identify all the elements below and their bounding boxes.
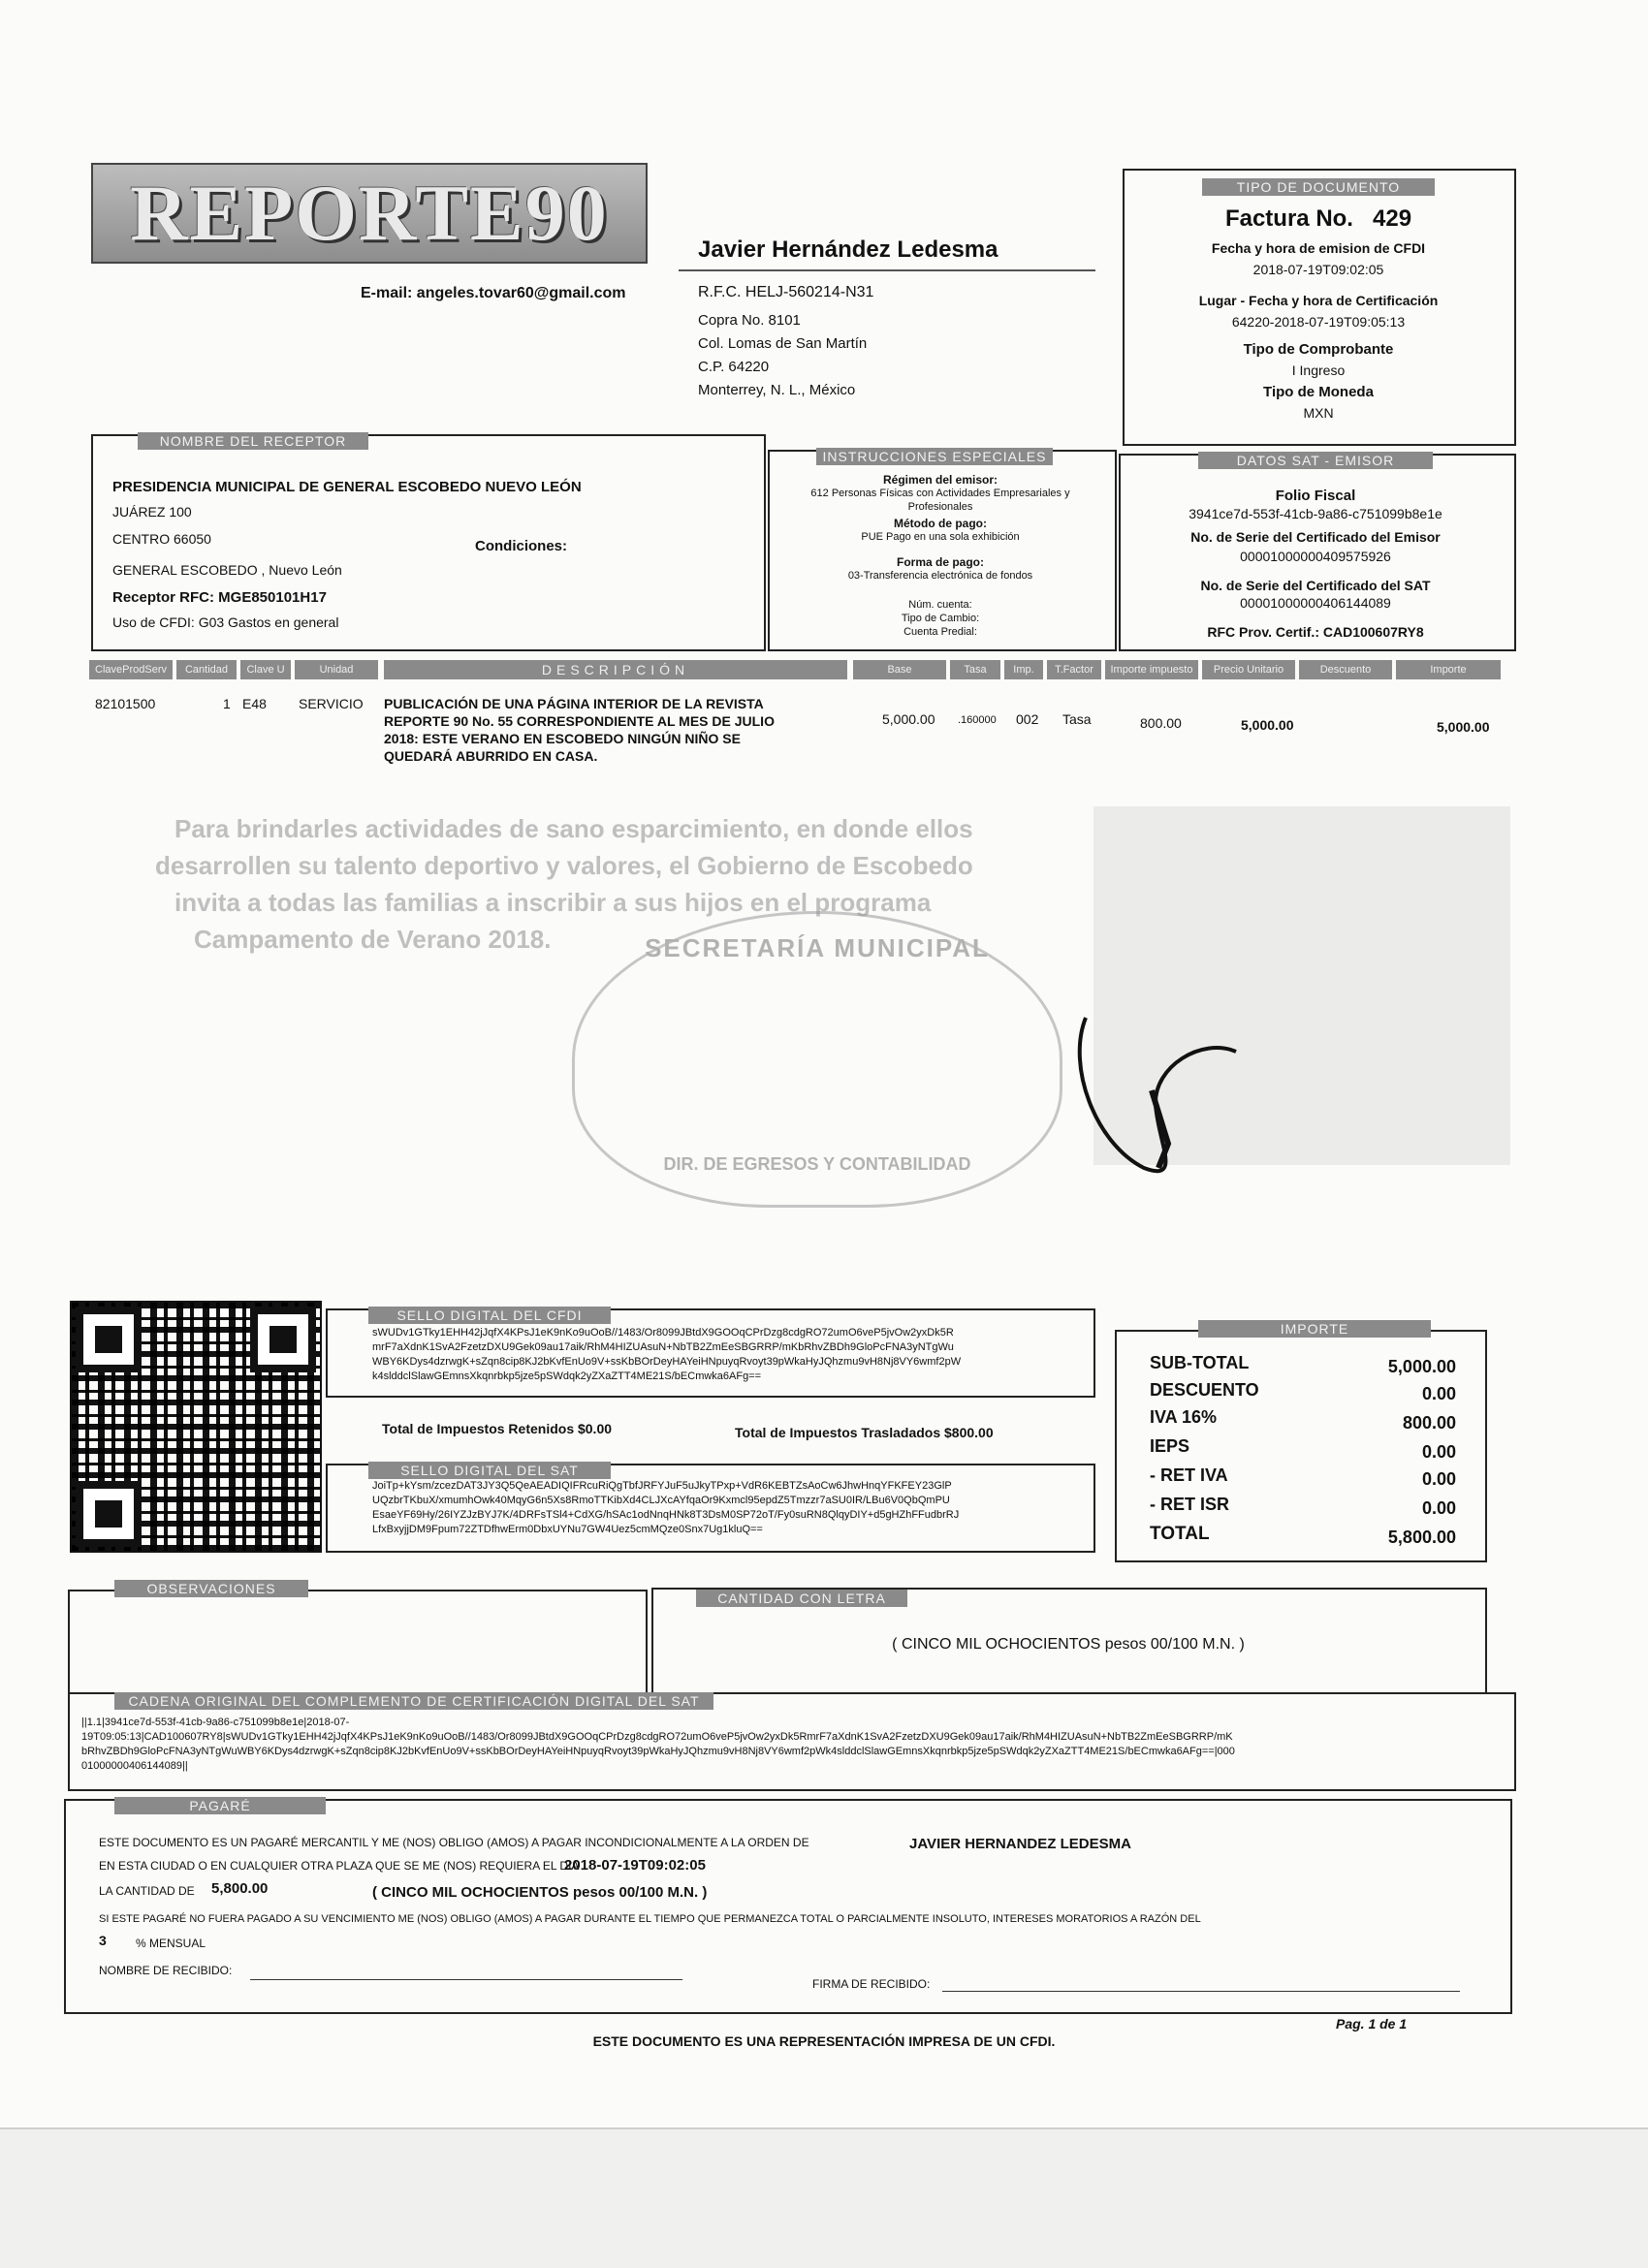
issuer-city: Monterrey, N. L., México: [698, 382, 856, 398]
item-unidad: SERVICIO: [299, 696, 364, 711]
impuestos-retenidos: Total de Impuestos Retenidos $0.00: [382, 1421, 613, 1436]
sello-sat-line: UQzbrTKbuX/xmumhOwk40MqyG6n5Xs8RmoTTKibXd4CLJXcAYfqaOr9Kxmcl95epdZ5Tmzzr7aSU0IR/LBu6V0QbQmPU: [372, 1495, 950, 1506]
col-header-descuento: Descuento: [1299, 660, 1392, 679]
emission-value: 2018-07-19T09:02:05: [1252, 262, 1384, 277]
totals-label: IVA 16%: [1150, 1407, 1218, 1427]
col-header-unidad: Unidad: [295, 660, 378, 679]
item-factor: Tasa: [1062, 711, 1092, 727]
qr-finder: [76, 1307, 142, 1372]
folio-label: Folio Fiscal: [1275, 488, 1356, 504]
qr-finder: [76, 1481, 142, 1547]
stamp-line-2: DIR. DE EGRESOS Y CONTABILIDAD: [663, 1154, 971, 1174]
item-base: 5,000.00: [882, 711, 935, 727]
col-header-tasa: Tasa: [950, 660, 1000, 679]
pagare-beneficiario: JAVIER HERNANDEZ LEDESMA: [909, 1836, 1131, 1852]
pagare-header: PAGARÉ: [114, 1797, 326, 1814]
firma-signature-line: [942, 1991, 1460, 1992]
pagare-cantidad-letra: ( CINCO MIL OCHOCIENTOS pesos 00/100 M.N. ): [372, 1884, 708, 1901]
reporte90-logo: [91, 163, 648, 264]
issuer-email: E-mail: angeles.tovar60@gmail.com: [361, 285, 626, 301]
col-header-imp: Imp.: [1004, 660, 1043, 679]
totals-value: 5,000.00: [1387, 1357, 1456, 1376]
qr-finder: [250, 1307, 316, 1372]
item-tasa: .160000: [958, 714, 997, 726]
bleed-line: invita a todas las familias a inscribir a sus hijos en el programa: [174, 888, 932, 917]
totals-label-total: TOTAL: [1150, 1524, 1210, 1544]
receptor-rfc: Receptor RFC: MGE850101H17: [112, 589, 327, 606]
receptor-condiciones: Condiciones:: [475, 538, 568, 554]
cadena-line: 01000000406144089||: [81, 1760, 188, 1772]
scan-background: [0, 2127, 1648, 2268]
item-descripcion-2: REPORTE 90 No. 55 CORRESPONDIENTE AL MES DE JULIO: [384, 713, 775, 729]
page-number: Pag. 1 de 1: [1336, 2016, 1408, 2032]
rfc-prov: RFC Prov. Certif.: CAD100607RY8: [1207, 624, 1424, 640]
cert-label: Lugar - Fecha y hora de Certificación: [1198, 293, 1439, 308]
pagare-interes-unit: % MENSUAL: [136, 1937, 206, 1950]
item-importe: 5,000.00: [1437, 719, 1490, 735]
receptor-name: PRESIDENCIA MUNICIPAL DE GENERAL ESCOBEDO NUEVO LEÓN: [112, 479, 582, 495]
sello-cfdi-header: SELLO DIGITAL DEL CFDI: [368, 1307, 611, 1324]
metodo-label: Método de pago:: [894, 517, 987, 530]
pagare-nombre-label: NOMBRE DE RECIBIDO:: [99, 1964, 233, 1977]
totals-label: IEPS: [1150, 1436, 1190, 1456]
totals-label: SUB-TOTAL: [1150, 1353, 1250, 1372]
totals-value: 0.00: [1421, 1469, 1456, 1489]
sello-cfdi-line: mrF7aXdnK1SvA2FzetzDXU9Gek09au17aik/RhM4HIZUAsuN+NbTB2ZmEeSBGRRP/mKbRhvZBDh9GloPcFNA3yNTgWu: [372, 1341, 954, 1353]
serie-sat-value: 00001000000406144089: [1240, 595, 1391, 611]
metodo-value: PUE Pago en una sola exhibición: [861, 531, 1020, 543]
pagare-interes-value: 3: [99, 1933, 107, 1948]
tipo-cambio-label: Tipo de Cambio:: [901, 613, 980, 624]
pagare-line-1: ESTE DOCUMENTO ES UN PAGARÉ MERCANTIL Y ME (NOS) OBLIGO (AMOS) A PAGAR INCONDICIONALMENTE A LA ORDEN DE: [99, 1836, 809, 1849]
sello-cfdi-line: WBY6KDys4dzrwgK+sZqn8cip8KJ2bKvfEnUo9V+ssKbBOrDeyHAYeiHNpuyqRvoyt39pWkaHyJQhzmu9vH8Nj8VY6wmf2pW: [372, 1356, 962, 1368]
item-descripcion-4: QUEDARÁ ABURRIDO EN CASA.: [384, 748, 598, 764]
comprobante-value: I Ingreso: [1291, 362, 1346, 378]
sello-sat-line: LfxBxyjjDM9Fpum72ZTDfhwErm0DbxUYNu7GW4Uez5cmMQze0Snx7Ug1kluQ==: [372, 1524, 763, 1535]
item-descripcion-1: PUBLICACIÓN DE UNA PÁGINA INTERIOR DE LA REVISTA: [384, 696, 764, 711]
cadena-header: CADENA ORIGINAL DEL COMPLEMENTO DE CERTIFICACIÓN DIGITAL DEL SAT: [114, 1692, 713, 1710]
sello-cfdi-line: k4slddclSlawGEmnsXkqnrbkp5jze5pSWdqk2yZXaZTT4ME21S/bECmwka6AFg==: [372, 1370, 762, 1382]
receptor-city: GENERAL ESCOBEDO , Nuevo León: [112, 562, 342, 578]
forma-label: Forma de pago:: [896, 555, 984, 569]
item-precio: 5,000.00: [1241, 717, 1294, 733]
invoice-label: Factura No.: [1224, 205, 1353, 232]
col-header-importe: Importe: [1396, 660, 1501, 679]
cuenta-predial-label: Cuenta Predial:: [903, 626, 977, 638]
receptor-street: JUÁREZ 100: [112, 504, 192, 520]
stamp-line-1: SECRETARÍA MUNICIPAL: [645, 933, 990, 962]
cantidad-letra-header: CANTIDAD CON LETRA: [696, 1590, 907, 1607]
col-header-descripcion: DESCRIPCIÓN: [384, 660, 847, 679]
totals-value: 0.00: [1421, 1384, 1456, 1403]
totals-value: 0.00: [1421, 1442, 1456, 1462]
document-type-header: TIPO DE DOCUMENTO: [1202, 178, 1435, 196]
receptor-centro: CENTRO 66050: [112, 531, 211, 547]
nombre-signature-line: [250, 1979, 682, 1980]
footer-note: ESTE DOCUMENTO ES UNA REPRESENTACIÓN IMPRESA DE UN CFDI.: [592, 2033, 1056, 2049]
bleed-line: Para brindarles actividades de sano esparcimiento, en donde ellos: [174, 814, 973, 843]
col-header-base: Base: [853, 660, 946, 679]
cert-value: 64220-2018-07-19T09:05:13: [1231, 314, 1406, 330]
col-header-cantidad: Cantidad: [176, 660, 237, 679]
moneda-value: MXN: [1303, 405, 1334, 421]
sello-cfdi-line: sWUDv1GTky1EHH42jJqfX4KPsJ1eK9nKo9uOoB//1483/Or8099JBtdX9GOOqCPrDzg8cdgRO72umO6veP5jvOw2yxDk5R: [372, 1327, 954, 1339]
col-header-clave-u: Clave U: [240, 660, 291, 679]
totals-value: 0.00: [1421, 1498, 1456, 1518]
municipal-stamp: [572, 911, 1062, 1208]
instrucciones-header: INSTRUCCIONES ESPECIALES: [816, 448, 1053, 465]
totals-label: - RET IVA: [1150, 1465, 1228, 1485]
bleed-line: Campamento de Verano 2018.: [194, 925, 552, 954]
totals-value-total: 5,800.00: [1387, 1528, 1456, 1547]
sat-header: DATOS SAT - EMISOR: [1198, 452, 1433, 469]
issuer-rfc: R.F.C. HELJ-560214-N31: [698, 284, 874, 300]
regimen-value-1: 612 Personas Físicas con Actividades Empresariales y: [810, 488, 1070, 499]
pagare-cantidad-label: LA CANTIDAD DE: [99, 1884, 195, 1898]
issuer-colonia: Col. Lomas de San Martín: [698, 335, 868, 352]
moneda-label: Tipo de Moneda: [1263, 384, 1374, 400]
pagare-box: [64, 1799, 1512, 2014]
emission-label: Fecha y hora de emision de CFDI: [1211, 240, 1426, 256]
cadena-line: bRhvZBDh9GloPcFNA3yNTgWuWBY6KDys4dzrwgK+sZqn8cip8KJ2bKvfEnUo9V+ssKbBOrDeyHAYeiHNpuyqRvoyt39pWkaHyJQhzmu9vH8Nj8VY6wmf2pWk4slddclSlawGEmnsXkqnrbkp5jze5pSWdqk2yZXaZTT4ME21S/bECmwka6AFg==|000: [81, 1746, 1235, 1757]
item-imp: 002: [1016, 711, 1039, 727]
sello-sat-header: SELLO DIGITAL DEL SAT: [368, 1462, 611, 1479]
pagare-firma-label: FIRMA DE RECIBIDO:: [812, 1977, 931, 1991]
issuer-street: Copra No. 8101: [698, 312, 801, 329]
serie-sat-label: No. de Serie del Certificado del SAT: [1200, 578, 1431, 593]
col-header-precio: Precio Unitario: [1202, 660, 1295, 679]
regimen-value-2: Profesionales: [907, 501, 973, 513]
totals-header: IMPORTE: [1198, 1320, 1431, 1338]
issuer-underline: [679, 269, 1095, 271]
item-clave: 82101500: [95, 696, 156, 711]
receptor-uso: Uso de CFDI: G03 Gastos en general: [112, 614, 339, 630]
cadena-line: ||1.1|3941ce7d-553f-41cb-9a86-c751099b8e1e|2018-07-: [81, 1717, 350, 1728]
item-cantidad: 1: [223, 696, 231, 711]
sello-sat-line: JoiTp+kYsm/zcezDAT3JY3Q5QeAEADIQIFRcuRiQgTbfJRFYJuF5uJkyTPxp+VdR6KEBTZsAoCw6JhwHnqYFKFEY23GlP: [372, 1480, 952, 1492]
qr-code: [70, 1301, 322, 1553]
bleed-line: desarrollen su talento deportivo y valores, el Gobierno de Escobedo: [155, 851, 973, 880]
col-header-factor: T.Factor: [1047, 660, 1101, 679]
forma-value: 03-Transferencia electrónica de fondos: [847, 570, 1033, 582]
item-importe-impuesto: 800.00: [1140, 715, 1182, 731]
observaciones-header: OBSERVACIONES: [114, 1580, 308, 1597]
impuestos-trasladados: Total de Impuestos Trasladados $800.00: [735, 1425, 994, 1440]
cantidad-letra-value: ( CINCO MIL OCHOCIENTOS pesos 00/100 M.N. ): [892, 1636, 1245, 1653]
issuer-name: Javier Hernández Ledesma: [698, 236, 998, 263]
item-descripcion-3: 2018: ESTE VERANO EN ESCOBEDO NINGÚN NIÑO SE: [384, 731, 741, 746]
observaciones-box: [68, 1590, 648, 1694]
cuenta-label: Núm. cuenta:: [908, 599, 972, 611]
regimen-label: Régimen del emisor:: [882, 473, 998, 487]
handwritten-signature: [1066, 998, 1241, 1192]
serie-emisor-label: No. de Serie del Certificado del Emisor: [1190, 529, 1441, 545]
logo-text: REPORTE90: [130, 169, 609, 257]
totals-value: 800.00: [1402, 1413, 1456, 1433]
comprobante-label: Tipo de Comprobante: [1243, 341, 1394, 358]
pagare-line-2: EN ESTA CIUDAD O EN CUALQUIER OTRA PLAZA QUE SE ME (NOS) REQUIERA EL DIA: [99, 1859, 580, 1873]
pagare-cantidad-value: 5,800.00: [211, 1880, 269, 1897]
totals-label: DESCUENTO: [1150, 1380, 1259, 1400]
sello-sat-line: EsaeYF69Hy/26IYZJzBYJ7K/4DRFsTSl4+CdXG/hSAc1odNnqHNk8T3DsM0SP72oT/Fy0suRN8QlqyDIY+d5gHZhFFudbrRJ: [372, 1509, 960, 1521]
invoice-number: 429: [1373, 205, 1412, 232]
pagare-fecha: 2018-07-19T09:02:05: [564, 1857, 706, 1874]
invoice-title: [1125, 205, 1512, 233]
cadena-line: 19T09:05:13|CAD100607RY8|sWUDv1GTky1EHH42jJqfX4KPsJ1eK9nKo9uOoB//1483/Or8099JBtdX9GOOqCPrDzg8cdgRO72umO6veP5jvOw2yxDk5RmrF7aXdnK1SvA2FzetzDXU9Gek09au17aik/RhM4HIZUAsuN+NbTB2ZmEeSBGRRP/mK: [81, 1731, 1233, 1743]
folio-value: 3941ce7d-553f-41cb-9a86-c751099b8e1e: [1188, 506, 1442, 521]
col-header-clave: ClaveProdServ: [89, 660, 173, 679]
pagare-line-3: SI ESTE PAGARÉ NO FUERA PAGADO A SU VENCIMIENTO ME (NOS) OBLIGO (AMOS) A PAGAR DURANTE EL TIEMPO QUE PERMANEZCA TOTAL O PARCIALMENTE INSOLUTO, INTERESES MORATORIOS A RAZÓN DEL: [99, 1913, 1201, 1925]
receptor-header: NOMBRE DEL RECEPTOR: [138, 432, 368, 450]
totals-label: - RET ISR: [1150, 1495, 1230, 1514]
col-header-importe-impuesto: Importe impuesto: [1105, 660, 1198, 679]
issuer-cp: C.P. 64220: [698, 359, 770, 375]
item-clave-u: E48: [242, 696, 267, 711]
serie-emisor-value: 00001000000409575926: [1240, 549, 1391, 564]
